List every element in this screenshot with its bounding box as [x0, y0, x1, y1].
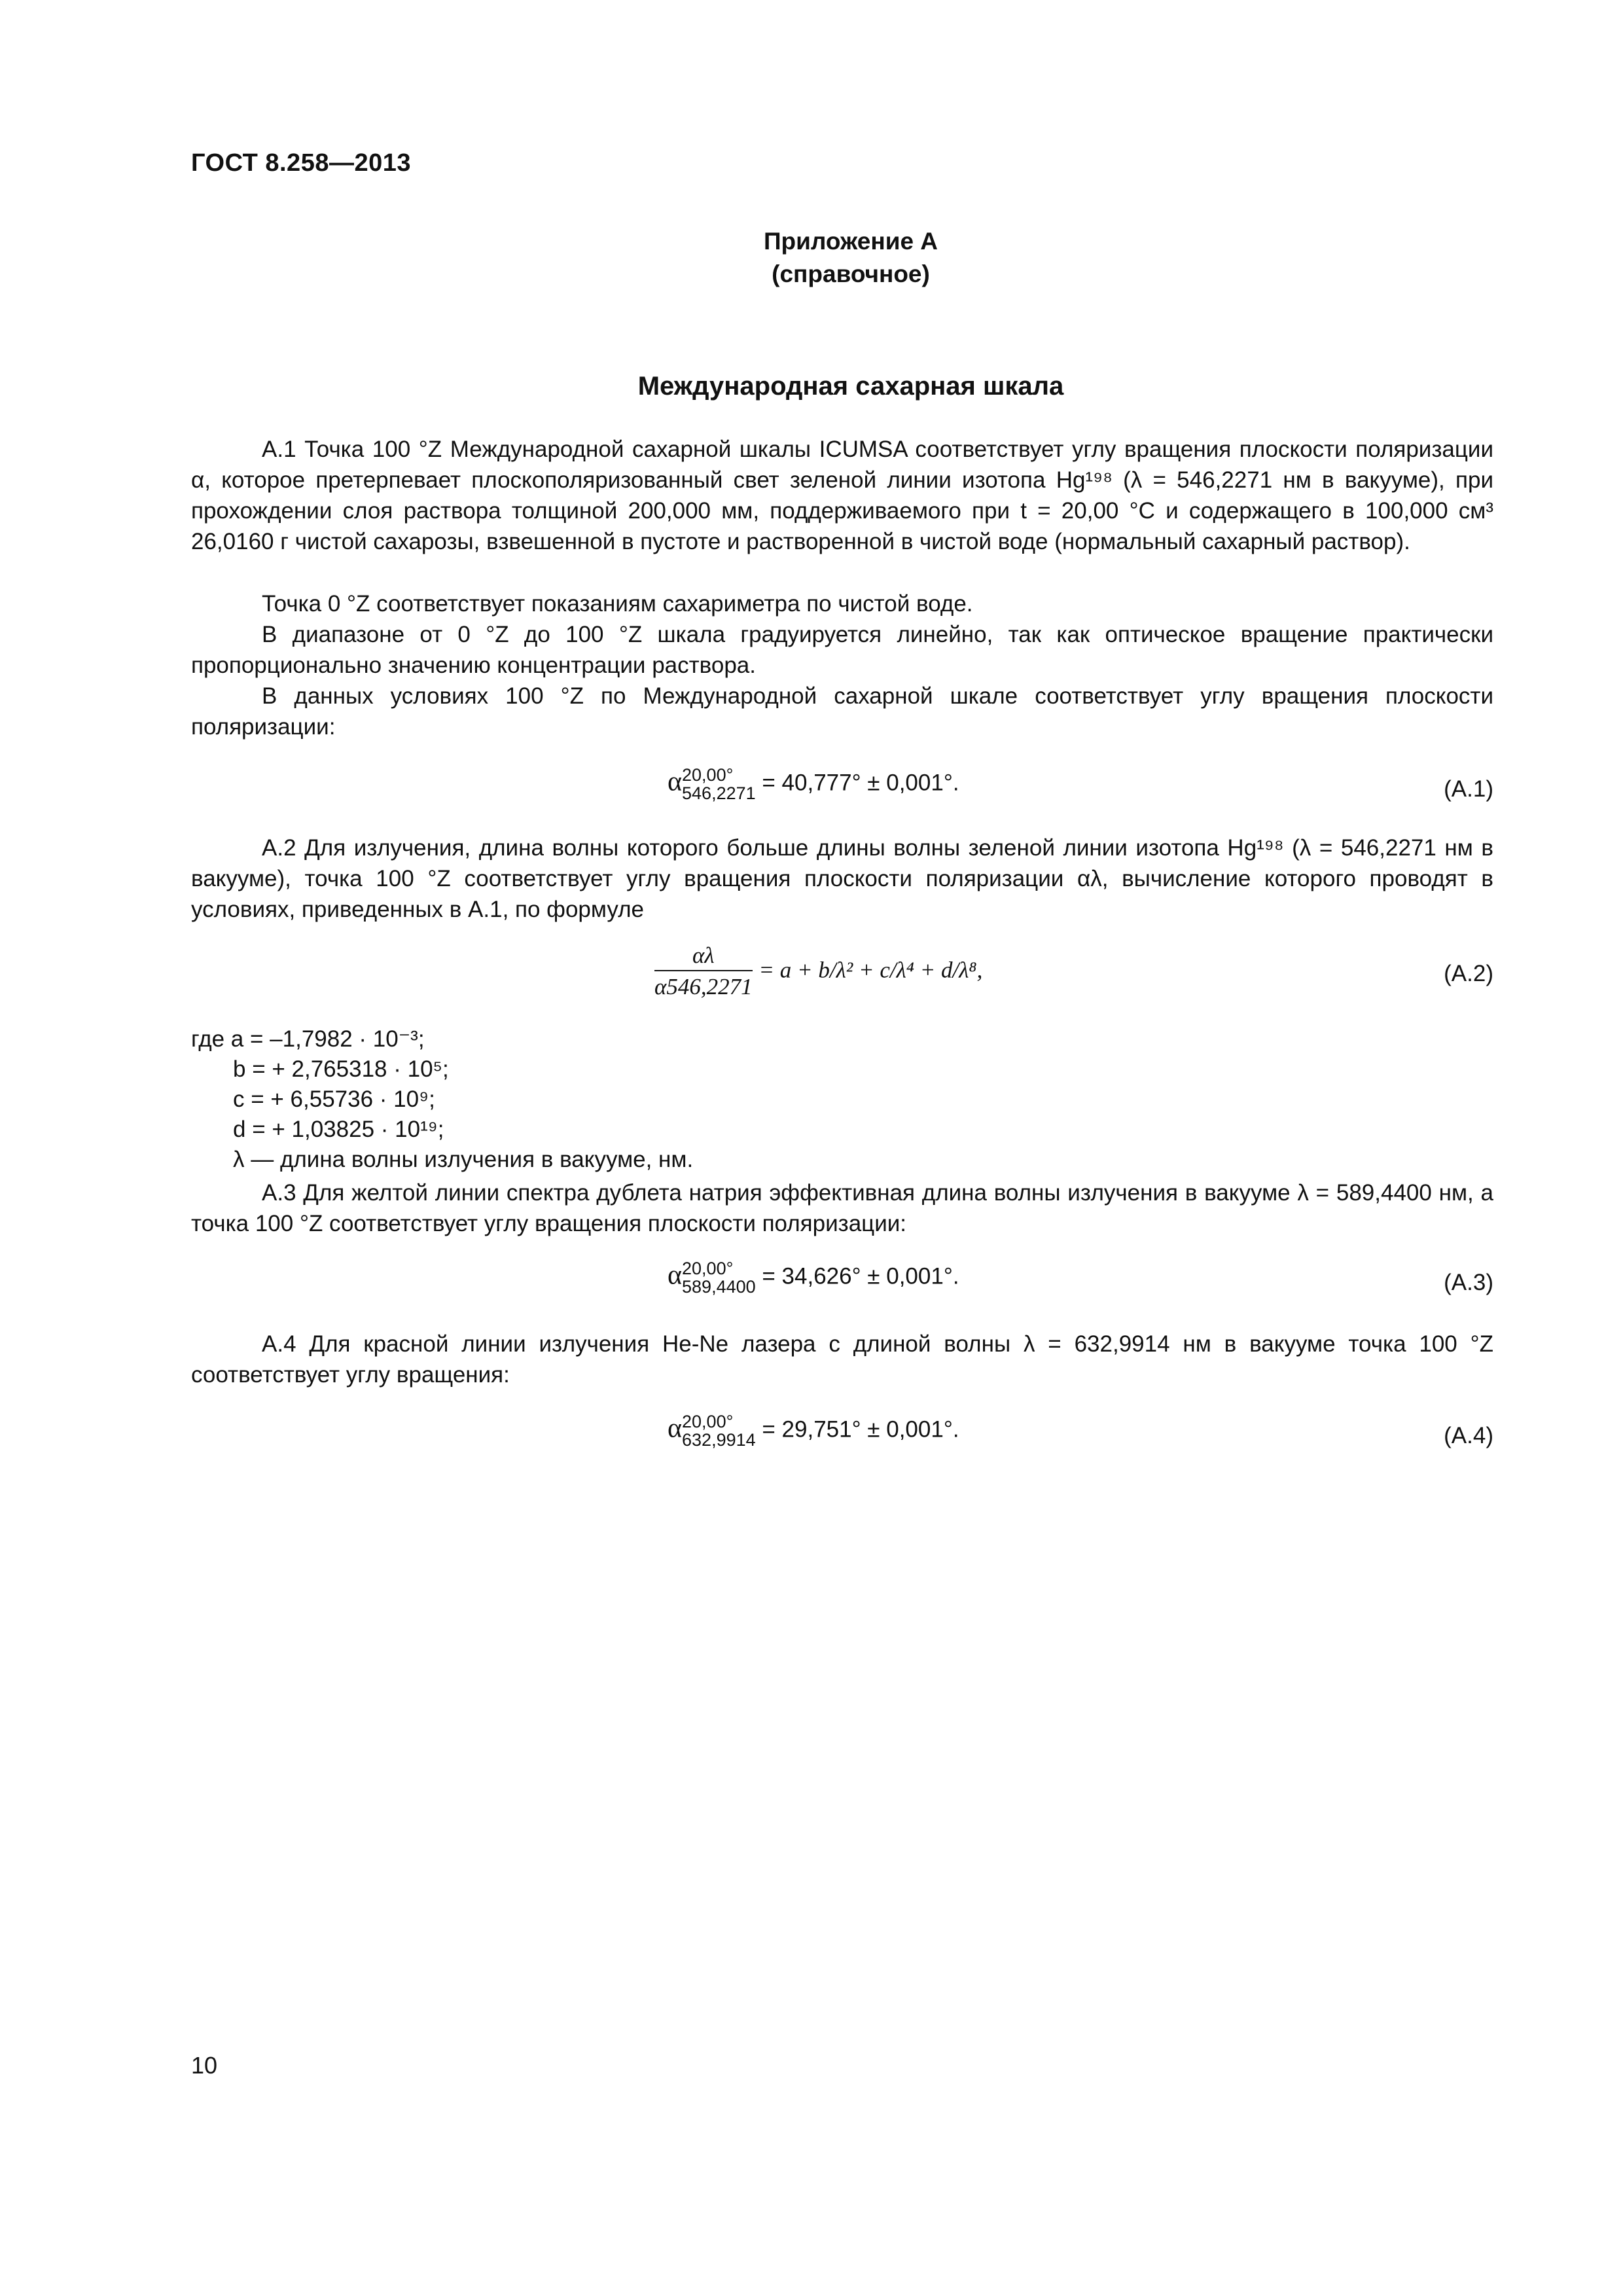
where-d: d = + 1,03825 · 10¹⁹; — [233, 1117, 444, 1142]
paragraph-a1-conditions: В данных условиях 100 °Z по Международной сахарной шкале соответствует углу вращения плоскости поляризации: — [191, 683, 1493, 740]
paragraph-a3: А.3 Для желтой линии спектра дублета натрия эффективная длина волны излучения в вакууме λ = 589,4400 нм, а точка 100 °Z соответствует углу вращения плоскости поляризации: — [191, 1180, 1493, 1236]
formula-a1-symbol: α — [668, 766, 683, 797]
formula-a2-number: (А.2) — [1444, 961, 1493, 986]
formula-a3-rhs: = 34,626° ± 0,001°. — [762, 1263, 959, 1289]
formula-a3-number: (А.3) — [1444, 1270, 1493, 1295]
formula-a2 — [654, 942, 982, 1000]
formula-a3-sub: 589,4400 — [682, 1277, 756, 1297]
formula-a4 — [668, 1412, 959, 1449]
formula-a2-denominator: α546,2271 — [654, 974, 753, 999]
formula-a4-number: (А.4) — [1444, 1423, 1493, 1448]
formula-a2-fraction — [654, 942, 753, 1000]
page-number: 10 — [191, 2052, 218, 2079]
section-title: Международная сахарная шкала — [637, 372, 1064, 401]
formula-a3 — [668, 1259, 959, 1296]
annex-type: (справочное) — [772, 260, 930, 287]
formula-a3-symbol: α — [668, 1260, 683, 1291]
paragraph-a2: А.2 Для излучения, длина волны которого больше длины волны зеленой линии изотопа Hg¹⁹⁸ (λ = 546,2271 нм в вакууме), точка 100 °Z соответствует углу вращения плоскости поляризации αλ, вычисление которого проводят в условиях, приведенных в А.1, по формуле — [191, 835, 1493, 922]
where-lambda: λ — длина волны излучения в вакууме, нм. — [233, 1147, 694, 1172]
where-c: c = + 6,55736 · 10⁹; — [233, 1086, 435, 1112]
formula-a4-rhs: = 29,751° ± 0,001°. — [762, 1416, 959, 1443]
formula-a1-rhs: = 40,777° ± 0,001°. — [762, 770, 959, 796]
formula-a1 — [668, 766, 959, 802]
formula-a4-symbol: α — [668, 1413, 683, 1444]
paragraph-a1-range: В диапазоне от 0 °Z до 100 °Z шкала градуируется линейно, так как оптическое вращение практически пропорционально значению концентрации раствора. — [191, 622, 1493, 678]
where-a: где a = –1,7982 · 10⁻³; — [191, 1026, 425, 1052]
formula-a1-sub: 546,2271 — [682, 783, 756, 803]
where-b: b = + 2,765318 · 10⁵; — [233, 1056, 449, 1082]
formula-a2-numerator: αλ — [654, 942, 753, 971]
paragraph-a1: А.1 Точка 100 °Z Международной сахарной шкалы ICUMSA соответствует углу вращения плоскости поляризации α, которое претерпевает плоскополяризованный свет зеленой линии изотопа Hg¹⁹⁸ (λ = 546,2271 нм в вакууме), при прохождении слоя раствора толщиной 200,000 мм, поддерживаемого при t = 20,00 °С и содержащего в 100,000 см³ 26,0160 г чистой сахарозы, взвешенной в пустоте и растворенной в чистой воде (нормальный сахарный раствор). — [191, 437, 1493, 554]
paragraph-a4: А.4 Для красной линии излучения He-Ne лазера с длиной волны λ = 632,9914 нм в вакууме точка 100 °Z соответствует углу вращения: — [191, 1331, 1493, 1388]
document-id: ГОСТ 8.258—2013 — [191, 149, 411, 177]
annex-title: Приложение А — [763, 228, 938, 255]
formula-a4-sup: 20,00° — [682, 1412, 734, 1431]
formula-a1-sup: 20,00° — [682, 765, 734, 785]
formula-a1-number: (А.1) — [1444, 776, 1493, 802]
formula-a2-rhs: = a + b/λ² + c/λ⁴ + d/λ⁸, — [758, 957, 983, 983]
paragraph-a1-zero: Точка 0 °Z соответствует показаниям сахариметра по чистой воде. — [262, 591, 973, 617]
formula-a3-sup: 20,00° — [682, 1259, 734, 1278]
formula-a4-sub: 632,9914 — [682, 1430, 756, 1450]
